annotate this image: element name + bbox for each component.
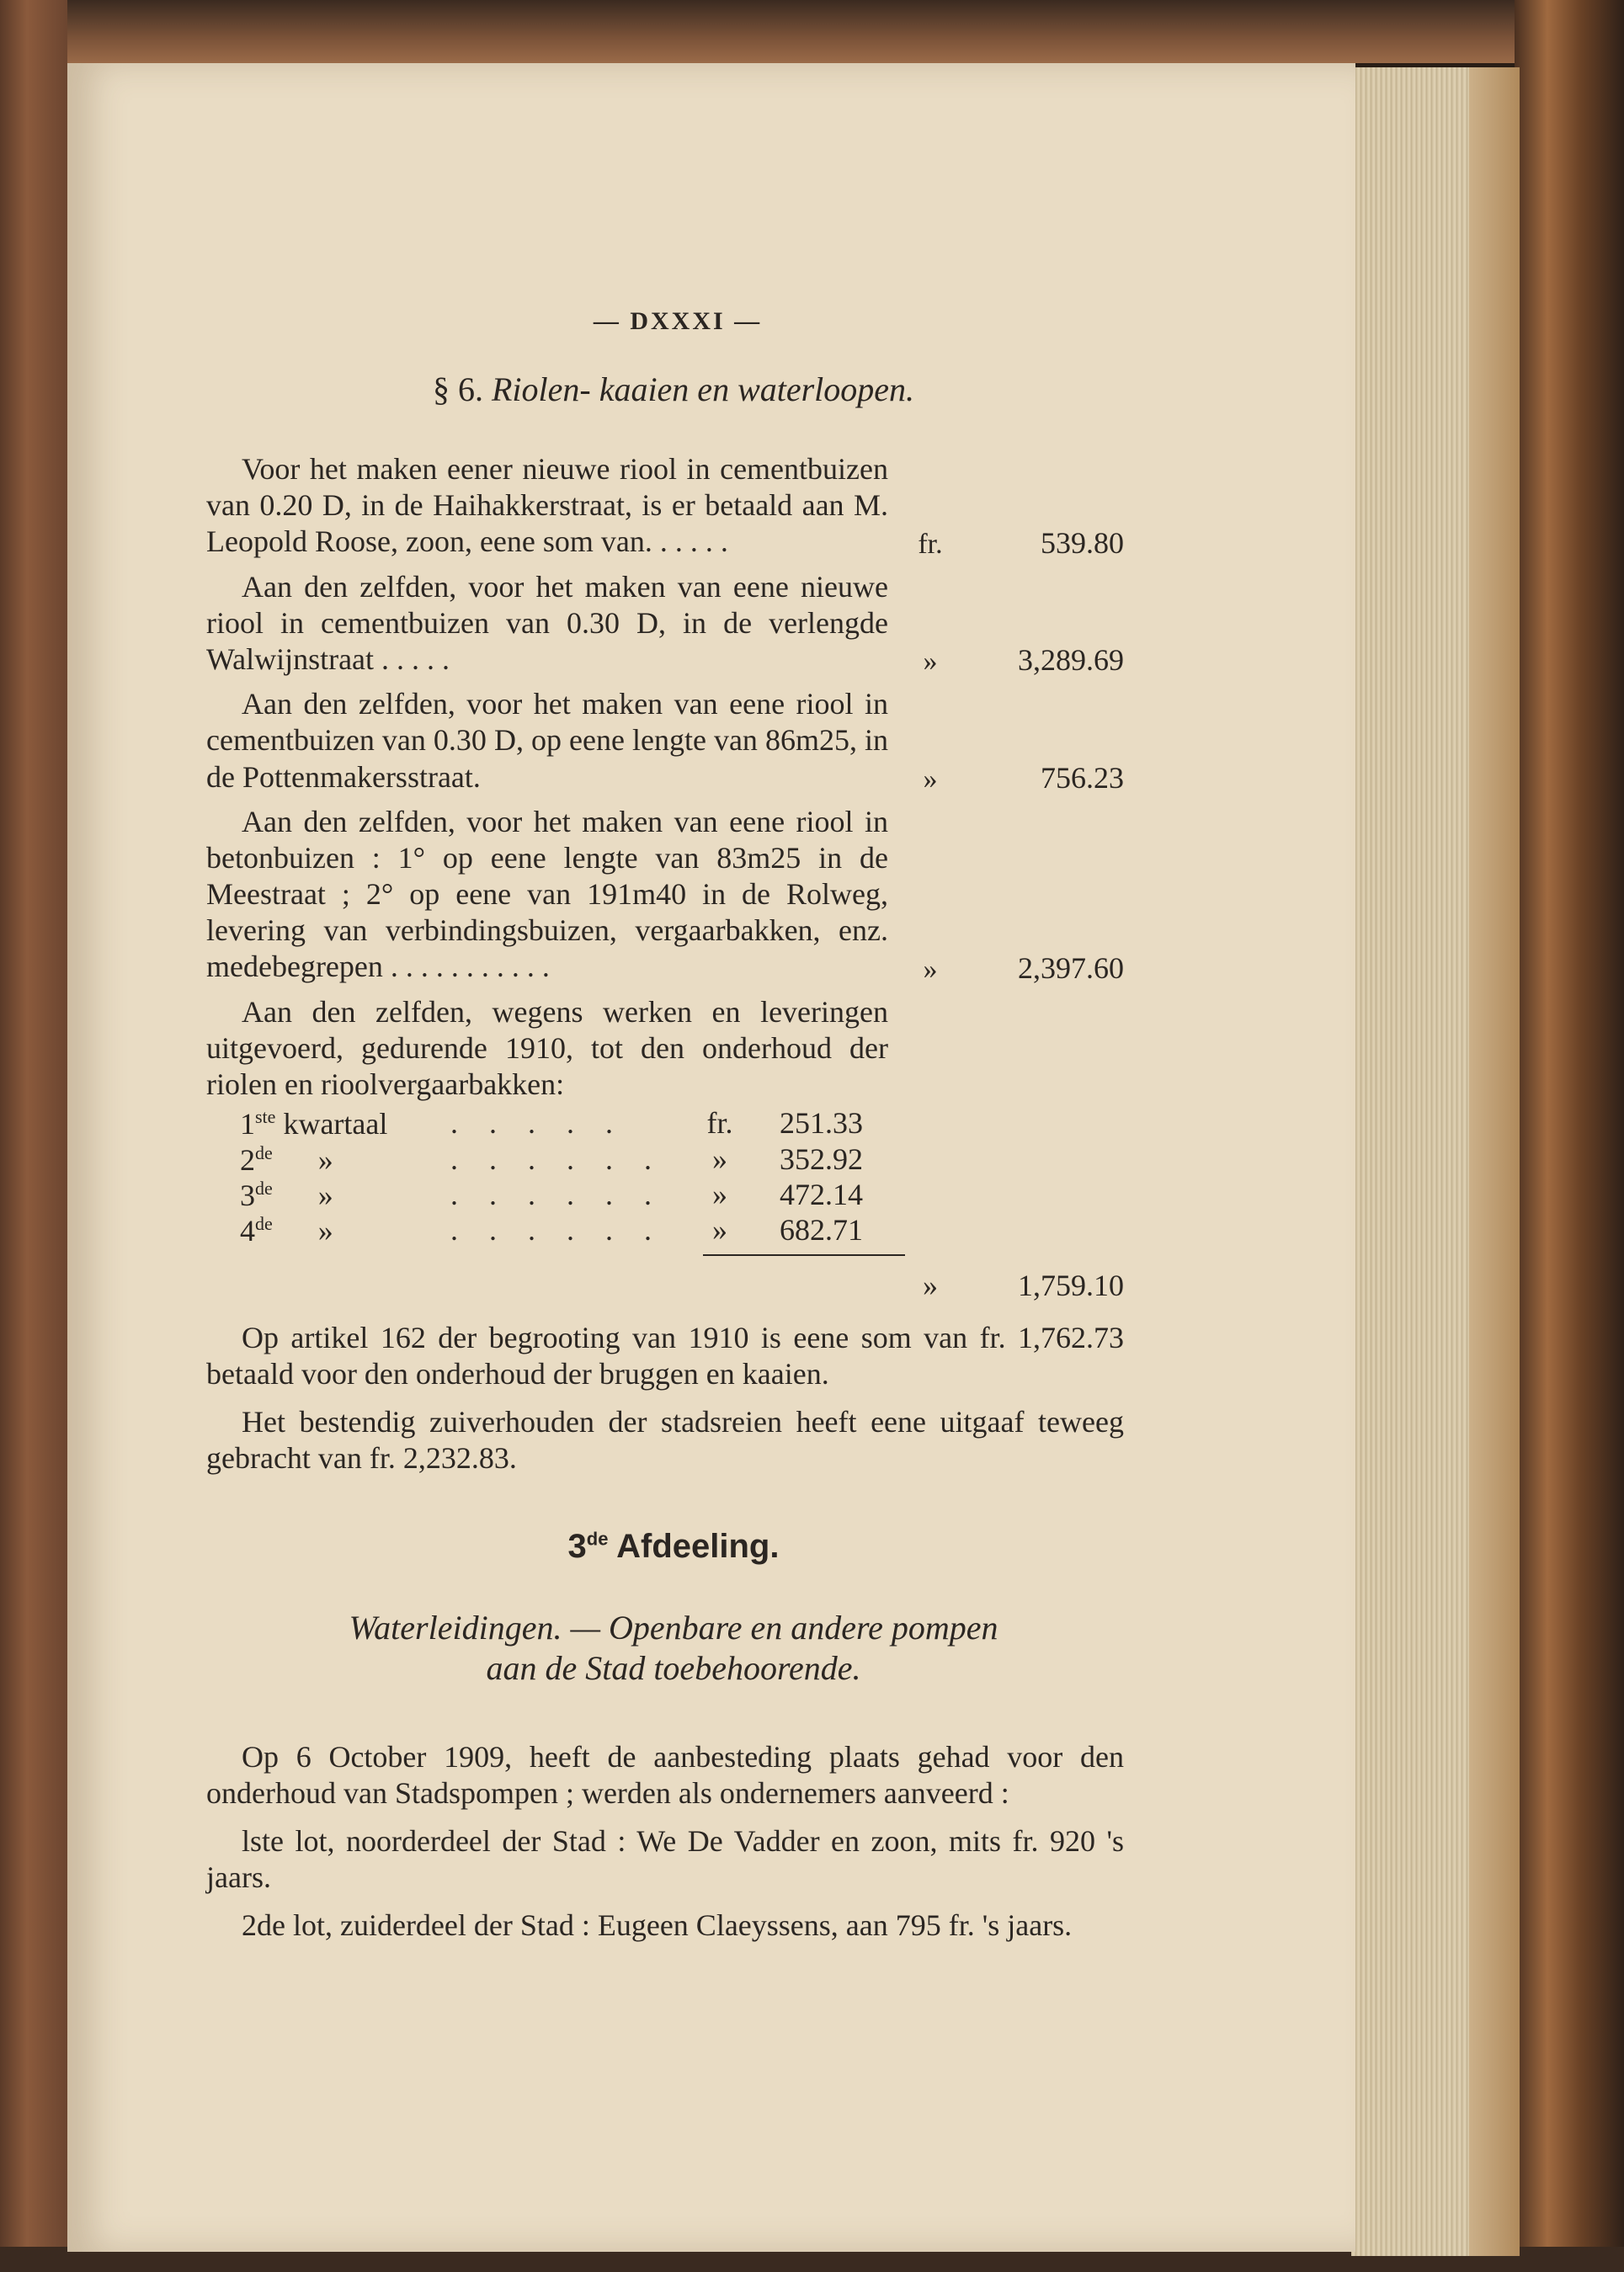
subsection-heading-line: aan de Stad toebehoorende.: [486, 1648, 861, 1687]
quarter-dots: . . . . . .: [450, 1213, 663, 1248]
quarter-dots: . . . . . .: [450, 1177, 663, 1211]
quarter-label: 4de »: [240, 1213, 333, 1248]
paragraph-lot-1: lste lot, noorderdeel der Stad : We De Vadder en zoon, mits fr. 920 's jaars.: [206, 1823, 1124, 1895]
section-title-text: Riolen- kaaien en waterloopen.: [491, 370, 915, 408]
quarter-currency: »: [712, 1177, 727, 1211]
book-cover-left: [0, 0, 67, 2272]
book-page: [67, 63, 1355, 2252]
division-heading: 3de Afdeeling.: [567, 1527, 780, 1565]
entry-amount: 539.80: [1041, 525, 1124, 560]
section-title: [206, 370, 1124, 409]
book-cover-right: [1515, 0, 1624, 2272]
entry-currency: »: [923, 763, 938, 795]
quarter-row: [240, 1213, 880, 1248]
sum-rule: [703, 1254, 905, 1256]
paragraph-lot-2: 2de lot, zuiderdeel der Stad : Eugeen Claeyssens, aan 795 fr. 's jaars.: [242, 1908, 1073, 1943]
quarter-row: [240, 1142, 880, 1178]
entry-amount: 756.23: [1041, 760, 1124, 795]
quarter-amount: 472.14: [780, 1177, 863, 1211]
quarter-amount: 251.33: [780, 1106, 863, 1141]
quarter-amount: 352.92: [780, 1141, 863, 1176]
total-currency: »: [923, 1268, 938, 1302]
page-edges-outer: [1469, 67, 1520, 2256]
entry-text: Aan den zelfden, voor het maken van eene riool in cementbuizen van 0.30 D, op eene lengte van 86m25, in de Pottenmakersstraat.: [206, 687, 888, 794]
quarter-amount: 682.71: [780, 1213, 863, 1248]
entry-currency: »: [923, 646, 938, 678]
quarter-currency: fr.: [706, 1106, 733, 1141]
entry-text: Aan den zelfden, voor het maken van eene nieuwe riool in cementbuizen van 0.30 D, in de verlengde Walwijnstraat . . . . .: [206, 569, 888, 676]
entry-currency: fr.: [918, 528, 943, 560]
quarter-label: 3de »: [240, 1177, 333, 1212]
book-cover-top: [0, 0, 1624, 63]
quarter-currency: »: [712, 1213, 727, 1248]
quarter-row: [240, 1106, 880, 1141]
expense-entry: [206, 451, 1124, 561]
paragraph-canals: Het bestendig zuiverhouden der stadsreien heeft eene uitgaaf teweeg gebracht van fr. 2,232.83.: [206, 1405, 1124, 1476]
entry-text: Voor het maken eener nieuwe riool in cementbuizen van 0.20 D, in de Haihakkerstraat, is er betaald aan M. Leopold Roose, zoon, eene som van. . . . . .: [206, 452, 888, 559]
quarter-table: [240, 1106, 880, 1256]
entry-amount: 3,289.69: [1018, 643, 1124, 678]
expense-entry: [206, 569, 1124, 678]
quarter-row: [240, 1178, 880, 1213]
quarter-currency: »: [712, 1141, 727, 1176]
entry-amount: 2,397.60: [1018, 950, 1124, 985]
subsection-heading: [206, 1608, 1124, 1689]
entry-currency: »: [923, 953, 938, 985]
page-folio: — DXXXI —: [593, 307, 763, 335]
quarter-dots: . . . . .: [450, 1106, 625, 1141]
paragraph-tender: Op 6 October 1909, heeft de aanbesteding plaats gehad voor den onderhoud van Stadspompen ; werden als ondernemers aanveerd :: [206, 1739, 1124, 1810]
section-number: § 6.: [432, 370, 483, 408]
quarter-intro: Aan den zelfden, wegens werken en leveringen uitgevoerd, gedurende 1910, tot den onderhoud der riolen en rioolvergaarbakken:: [206, 994, 888, 1101]
quarter-label: 1ste kwartaal: [240, 1106, 388, 1141]
quarter-dots: . . . . . .: [450, 1141, 663, 1176]
expense-entry: [206, 804, 1124, 986]
page-content: [206, 307, 1124, 1944]
quarter-label: 2de »: [240, 1141, 333, 1177]
total-amount: 1,759.10: [1018, 1268, 1124, 1302]
quarter-total-row: [206, 1268, 1124, 1303]
expense-entry: [206, 686, 1124, 795]
paragraph-bridges: Op artikel 162 der begrooting van 1910 is eene som van fr. 1,762.73 betaald voor den onderhoud der bruggen en kaaien.: [206, 1320, 1124, 1391]
subsection-heading-line: Waterleidingen. — Openbare en andere pompen: [349, 1608, 998, 1647]
entry-text: Aan den zelfden, voor het maken van eene riool in betonbuizen : 1° op eene lengte van 83m25 in de Meestraat ; 2° op eene van 191m40 in de Rolweg, levering van verbindingsbuizen, vergaarbakken, enz. medebegrepen . . . . . . . . . . .: [206, 804, 888, 984]
